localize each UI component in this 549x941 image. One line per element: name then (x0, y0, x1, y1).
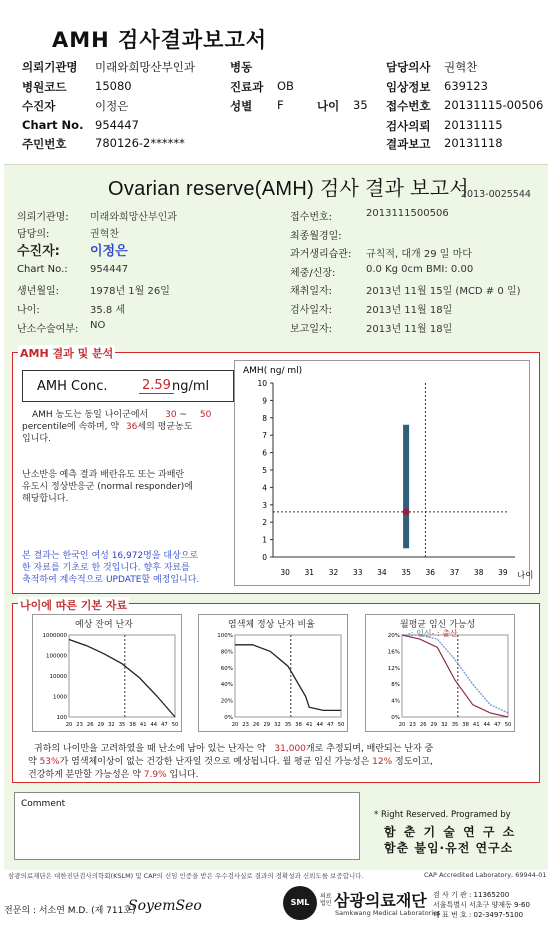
xtick-label: 26 (419, 722, 427, 728)
amh-result-point (403, 508, 410, 515)
summary-pre3: 건강하게 분만할 가능성은 약 (28, 770, 141, 780)
doctor-label: 전문의 : (4, 906, 36, 916)
xtick-label: 23 (242, 722, 249, 728)
document-number: 2013-0025544 (461, 189, 531, 200)
p1-text-a: AMH 농도는 동일 나이군에서 (32, 410, 149, 420)
header-left-0-label: 의뢰기관명 (22, 60, 78, 74)
amh-ytick-label: 1 (262, 535, 267, 545)
amh-xtick-label: 39 (498, 568, 508, 577)
series-line-출산 (402, 635, 508, 717)
ytick-label: 8% (391, 682, 400, 689)
info-left-0-label: 의뢰기관명: (17, 212, 69, 223)
lab-phone: 대 표 번 호 : 02-3497-5100 (433, 911, 524, 919)
ytick-label: 10000 (49, 674, 67, 680)
amh-ytick-label: 10 (257, 379, 267, 388)
conc-value: 2.59 (139, 378, 174, 394)
info-right-4-value: 2013년 11월 15일 (MCD # 0 일) (366, 286, 521, 297)
amh-xtick-label: 32 (328, 568, 339, 577)
info-left-3-value: 954447 (90, 264, 129, 275)
info-left-6-label: 난소수술여부: (17, 324, 79, 335)
ytick-label: 40% (220, 682, 233, 689)
panel-title: Ovarian reserve(AMH) 검사 결과 보고서 (108, 178, 469, 200)
ytick-label: 4% (391, 698, 400, 705)
age-label: 나이 (317, 99, 340, 113)
xtick-label: 20 (231, 722, 239, 728)
doctor-signature: SoyemSeo (128, 898, 202, 914)
responder-text-3: 해당합니다. (22, 494, 69, 504)
header-left-1-label: 병원코드 (22, 80, 67, 94)
amh-chart (235, 361, 534, 587)
info-left-5-label: 나이: (17, 305, 40, 316)
amh-chart-ylabel: AMH( ng/ ml) (243, 366, 303, 376)
info-right-0-value: 2013111500506 (366, 208, 449, 219)
header-mid-2-value: F (277, 98, 284, 112)
xtick-label: 23 (76, 722, 83, 728)
xtick-label: 35 (451, 722, 459, 728)
plot-area (402, 635, 508, 717)
ytick-label: 100 (56, 715, 67, 721)
amh-xtick-label: 33 (352, 568, 363, 577)
header-right-2-label: 접수번호 (386, 99, 431, 113)
info-right-0-label: 접수번호: (290, 212, 333, 223)
ytick-label: 80% (220, 649, 233, 656)
amh-xtick-label: 38 (473, 568, 484, 577)
chart3-legend (408, 628, 458, 639)
header-left-0-value: 미래와희망산부인과 (95, 60, 195, 74)
p1-equivalent-age: 36 (125, 422, 138, 432)
summary-normal-ratio: 53% (39, 757, 60, 767)
amh-concentration-box (22, 370, 234, 402)
xtick-label: 38 (462, 722, 469, 728)
summary-pre1: 귀하의 나이만을 고려하였을 때 난소에 남아 있는 난자는 약 (34, 744, 266, 754)
amh-xtick-label: 31 (304, 568, 315, 577)
lab-name-1: 함 춘 기 술 연 구 소 (384, 825, 517, 839)
summary-line2 (28, 754, 433, 767)
header-left-1-value: 15080 (95, 79, 132, 93)
xtick-label: 32 (108, 722, 115, 728)
xtick-label: 44 (483, 722, 491, 728)
xtick-label: 47 (494, 722, 501, 728)
xtick-label: 38 (295, 722, 302, 728)
info-left-4-label: 생년월일: (17, 286, 60, 297)
xtick-label: 41 (305, 722, 313, 728)
info-left-4-value: 1978년 1월 26일 (90, 286, 170, 297)
xtick-label: 47 (161, 722, 168, 728)
summary-line3 (28, 767, 199, 780)
xtick-label: 20 (398, 722, 406, 728)
summary-pregnancy: 12% (372, 757, 393, 767)
header-left-3-label: Chart No. (22, 118, 84, 132)
foundation-name: 삼광의료재단 (334, 891, 427, 910)
chart3-title: 월평균 임신 가능성 (400, 620, 476, 630)
info-left-0-value: 미래와희망산부인과 (90, 212, 177, 223)
lab-code: 검 사 기 관 : 11365200 (433, 891, 510, 899)
xtick-label: 41 (139, 722, 147, 728)
amh-chart-frame (234, 360, 534, 586)
info-left-1-value: 권혁찬 (90, 229, 119, 240)
conc-unit: ng/ml (172, 379, 210, 394)
plot-area (69, 635, 175, 717)
amh-chart-xlabel: 나이 (517, 571, 534, 581)
p1-percentile-low: 30 (165, 410, 177, 420)
header-left-2-label: 수진자 (22, 99, 56, 113)
basis-note-3: 축적하여 계속적으로 UPDATE할 예정입니다. (22, 575, 200, 585)
lab-address: 서울특별시 서초구 양재동 9-60 (433, 901, 530, 909)
info-left-5-value: 35.8 세 (90, 305, 126, 316)
p1-tilde: ~ (179, 410, 187, 420)
info-right-2-label: 과거생리습관: (290, 249, 352, 260)
normal-eggs-line (235, 645, 341, 711)
summary-birth: 7.9% (143, 770, 167, 780)
foundation-contact (433, 890, 530, 920)
ytick-label: 16% (387, 649, 400, 656)
remaining-eggs-chart (33, 615, 183, 733)
xtick-label: 47 (327, 722, 334, 728)
xtick-label: 29 (430, 722, 438, 728)
foundation-prefix: 의료법인 (320, 893, 332, 907)
remaining-eggs-line (69, 640, 175, 718)
amh-ytick-label: 2 (262, 518, 267, 528)
amh-xtick-label: 34 (377, 568, 387, 577)
series-line-임신 (402, 635, 508, 713)
header-right-4-label: 결과보고 (386, 137, 431, 151)
xtick-label: 38 (129, 722, 136, 728)
amh-xtick-label: 36 (425, 568, 436, 577)
legend-birth: : 출산 (437, 629, 458, 638)
basic-section-label: 나이에 따른 기본 자료 (20, 599, 128, 612)
header-mid-2-label: 성별 (230, 99, 253, 113)
xtick-label: 50 (337, 722, 345, 728)
rights-text: * Right Reserved. Programed by (374, 810, 511, 820)
summary-pre2: 약 (28, 757, 37, 767)
header-left-4-value: 780126-2****** (95, 136, 185, 150)
info-right-6-value: 2013년 11월 18일 (366, 324, 453, 335)
xtick-label: 32 (274, 722, 281, 728)
ytick-label: 0% (391, 715, 400, 721)
ytick-label: 0% (224, 715, 233, 721)
basis-note-2: 한 자료를 기초로 한 것입니다. 향후 자료를 (22, 563, 190, 573)
lab-name-2: 함춘 불임·유전 연구소 (384, 841, 514, 855)
basis-note-1: 본 결과는 한국인 여성 16,972명을 대상으로 (22, 551, 199, 561)
foundation-logo: SML (283, 886, 317, 920)
summary-eggs: 31,000 (274, 744, 306, 754)
info-left-2-label: 수진자: (17, 244, 60, 259)
doctor-line (4, 903, 136, 916)
plot-area (235, 635, 341, 717)
header-left-3-value: 954447 (95, 118, 139, 132)
amh-ytick-label: 6 (262, 448, 267, 458)
amh-xtick-label: 35 (401, 568, 411, 577)
xtick-label: 26 (86, 722, 94, 728)
header-left-4-label: 주민번호 (22, 137, 67, 151)
p1-text-b: percentile에 속하며, 약 (22, 422, 120, 432)
amh-section-label: AMH 결과 및 분석 (20, 347, 114, 360)
xtick-label: 29 (97, 722, 105, 728)
info-left-3-label: Chart No.: (17, 264, 68, 275)
ytick-label: 1000000 (42, 633, 67, 639)
responder-text-2: 유도시 정상반응군 (normal responder)에 (22, 482, 193, 492)
ytick-label: 12% (387, 665, 400, 672)
info-right-6-label: 보고일자: (290, 324, 333, 335)
amh-ytick-label: 5 (262, 466, 267, 475)
amh-ytick-label: 0 (262, 553, 267, 562)
header-right-3-label: 검사의뢰 (386, 119, 431, 133)
header-mid-1-label: 진료과 (230, 80, 264, 94)
p1-percentile-high: 50 (199, 410, 212, 420)
chart2-title: 염색체 정상 난자 비율 (228, 620, 315, 630)
ytick-label: 1000 (53, 694, 67, 701)
percentile-text-line2 (22, 422, 192, 433)
legend-pregnancy: -: 임신- (408, 629, 435, 638)
xtick-label: 44 (150, 722, 158, 728)
comment-label: Comment (21, 799, 66, 809)
amh-ytick-label: 8 (262, 413, 267, 423)
remaining-eggs-chart-frame (32, 614, 182, 732)
report-title: AMH 검사결과보고서 (52, 28, 268, 52)
summary-mid2: 가 염색체이상이 없는 건강한 난자일 것으로 예상됩니다. 월 평균 임신 가능성은 (59, 757, 370, 767)
header-right-0-label: 담당의사 (386, 60, 431, 74)
header-mid-1-value: OB (277, 79, 294, 93)
info-right-4-label: 채취일자: (290, 286, 333, 297)
amh-ytick-label: 7 (262, 431, 267, 441)
doctor-name: 서소연 M.D. (제 711호) (38, 906, 136, 916)
header-right-2-value: 20131115-00506 (444, 98, 544, 112)
xtick-label: 35 (284, 722, 292, 728)
summary-line1 (34, 741, 433, 754)
conc-label: AMH Conc. (37, 379, 108, 394)
foundation-name-en: Samkwang Medical Laboratories (335, 909, 441, 917)
ytick-label: 20% (387, 633, 400, 639)
amh-ytick-label: 3 (262, 500, 267, 510)
info-left-6-value: NO (90, 320, 106, 331)
xtick-label: 44 (316, 722, 324, 728)
xtick-label: 50 (171, 722, 179, 728)
info-right-5-label: 검사일자: (290, 305, 333, 316)
info-right-3-value: 0.0 Kg 0cm BMI: 0.00 (366, 264, 474, 275)
normal-eggs-chart-frame (198, 614, 348, 732)
ytick-label: 100000 (46, 653, 67, 660)
xtick-label: 23 (409, 722, 416, 728)
xtick-label: 35 (118, 722, 126, 728)
age-value: 35 (353, 98, 368, 112)
header-right-3-value: 20131115 (444, 118, 503, 132)
responder-text-1: 난소반응 예측 결과 배란유도 또는 과배란 (22, 470, 185, 480)
header-right-0-value: 권혁찬 (444, 60, 478, 74)
header-left-2-value: 이정은 (95, 99, 129, 113)
xtick-label: 20 (65, 722, 73, 728)
amh-xtick-label: 30 (280, 568, 290, 577)
info-right-3-label: 체중/신장: (290, 268, 336, 279)
header-right-4-value: 20131118 (444, 136, 503, 150)
info-right-2-value: 규칙적, 대개 29 일 마다 (366, 249, 472, 260)
summary-post3: 입니다. (169, 770, 199, 780)
amh-ytick-label: 9 (262, 396, 267, 406)
xtick-label: 26 (252, 722, 260, 728)
xtick-label: 32 (441, 722, 448, 728)
amh-xtick-label: 37 (449, 568, 460, 577)
xtick-label: 29 (263, 722, 271, 728)
info-right-1-label: 최종월경일: (290, 231, 342, 242)
ytick-label: 60% (220, 665, 233, 672)
comment-box (14, 792, 360, 860)
xtick-label: 50 (504, 722, 512, 728)
normal-eggs-chart (199, 615, 349, 733)
ytick-label: 20% (220, 698, 233, 705)
xtick-label: 41 (472, 722, 480, 728)
header-mid-0-label: 병동 (230, 60, 253, 74)
certification-line: 삼광의료재단은 대한진단검사의학회(KSLM) 및 CAP의 신임 인증을 받은 우수검사실로 결과의 정확성과 신뢰도를 보증합니다. (8, 872, 364, 880)
ytick-label: 100% (217, 633, 233, 639)
header-right-1-value: 639123 (444, 79, 488, 93)
summary-post2: 정도이고, (395, 757, 433, 767)
chart1-title: 예상 잔여 난자 (75, 620, 133, 630)
info-right-5-value: 2013년 11월 18일 (366, 305, 453, 316)
p1-text-c: 세의 평균농도 (137, 422, 193, 432)
amh-ytick-label: 4 (262, 483, 267, 493)
amh-range-bar (403, 425, 409, 549)
p1-text-d: 입니다. (22, 434, 51, 444)
header-right-1-label: 임상정보 (386, 80, 431, 94)
info-left-2-value: 이정은 (90, 244, 128, 259)
percentile-text-line1 (32, 410, 211, 421)
summary-post1: 개로 추정되며, 배란되는 난자 중 (305, 744, 434, 754)
cap-line: CAP Accredited Laboratory, 69944-01 (424, 871, 547, 879)
info-left-1-label: 담당의: (17, 229, 50, 240)
